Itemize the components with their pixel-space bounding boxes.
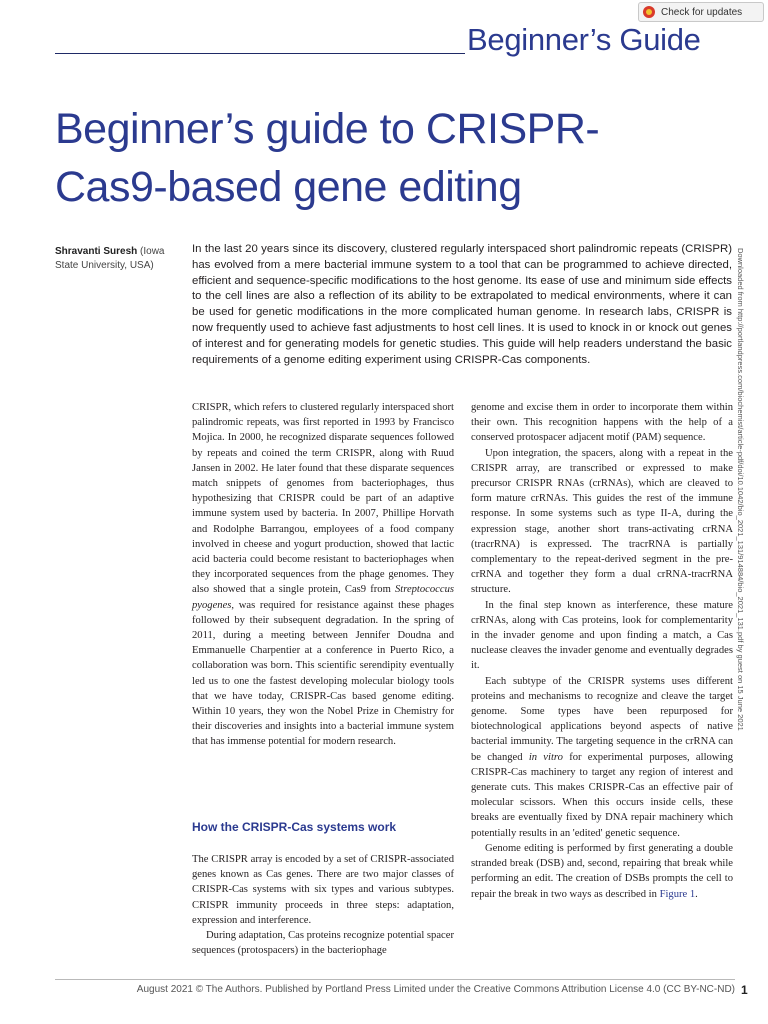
body-paragraph: [471, 674, 733, 841]
body-text: for experimental purposes, allowing CRISPR-Cas machinery to target any region of interest and generate cuts. This makes CRISPR-Cas an effective pair of molecular scissors. When this occurs inside cells, these breaks are eventually fixed by DNA repair machinery which potentially results in an 'edited' genetic sequence.: [471, 751, 733, 839]
body-text: , was required for resistance against these phages followed by their subsequent degradation. In the spring of 2011, during a meeting between Jennifer Doudna and Emmanuelle Charpentier at a conference in Puerto Rico, a collaboration was born. This scientific serendipity eventually led us to one the fastest developing molecular biology tools that we have today, CRISPR-Cas based genome editing. Within 10 years, they won the Nobel Prize in Chemistry for their discoveries and insights into a bacterial immune system that has immense potential for modern research.: [192, 599, 454, 748]
author-affiliation: (Iowa State University, USA): [55, 246, 165, 271]
header-rule: [55, 53, 465, 54]
body-text: .: [695, 888, 698, 900]
body-paragraph: In the final step known as interference, these mature crRNAs, along with Cas proteins, look for complementarity in the invader genome and upon finding a match, a Cas nuclease cleaves the invader genome and eventually degrades it.: [471, 599, 733, 672]
body-paragraph: The CRISPR array is encoded by a set of CRISPR-associated genes known as Cas genes. There are two major classes of CRISPR-Cas systems with six types and various subtypes. CRISPR immunity proceeds in three steps: adaptation, expression and interference.: [192, 854, 454, 926]
abstract: In the last 20 years since its discovery, clustered regularly interspaced short palindromic repeats (CRISPR) has evolved from a mere bacterial immune system to a tool that can be programmed to achieve directed, efficient and sequence-specific modifications to the host genome. Its ease of use and minimum side effects to the cell lines are also a reflection of its ability to be extrapolated to medical environments, where it can be used for genetic modifications in the more complicated human genome. In research labs, CRISPR is now frequently used to achieve fast adjustments to host cell lines. It is used to knock in or knock out genes of interest and for generating models for genetic studies. This guide will help readers understand the basic requirements of a genome editing experiment using CRISPR-Cas components.: [192, 243, 732, 366]
body-paragraph: During adaptation, Cas proteins recognize potential spacer sequences (protospacers) in the bacteriophage: [192, 930, 454, 957]
body-text: Genome editing is performed by first generating a double stranded break (DSB) and, second, repairing that break while performing an edit. The creation of DSBs prompts the cell to repair the break in two ways as described in: [471, 842, 733, 900]
check-for-updates-label: Check for updates: [661, 6, 743, 18]
license-footer: August 2021 © The Authors. Published by Portland Press Limited under the Creative Commons Attribution License 4.0 (CC BY-NC-ND): [136, 984, 735, 995]
crossmark-icon: [643, 6, 655, 18]
body-paragraph: genome and excise them in order to incorporate them within their own. This recognition happens with the help of a conserved protospacer adjacent motif (PAM) sequence.: [471, 402, 733, 444]
species-name: Streptococcus pyogenes: [192, 584, 454, 611]
body-paragraph: [192, 400, 454, 750]
body-column-2: [471, 400, 733, 902]
body-column-1-lower: [192, 852, 454, 958]
check-for-updates-badge[interactable]: [638, 2, 764, 22]
body-column-1: [192, 400, 454, 750]
author-name: Shravanti Suresh: [55, 246, 138, 257]
author-block: [55, 245, 180, 273]
series-title: Beginner’s Guide: [467, 22, 701, 57]
body-paragraph: [471, 841, 733, 902]
section-heading: How the CRISPR-Cas systems work: [192, 820, 397, 834]
download-notice: Downloaded from http://portlandpress.com/biochemist/article-pdf/doi/10.1042/bio_2021_131/914884/bio_2021_131.pdf by guest on 15 June 2021: [736, 248, 745, 731]
footer-rule: [55, 979, 735, 980]
figure-1-link[interactable]: Figure 1: [659, 888, 696, 900]
download-sidebar: [733, 248, 747, 768]
body-text: Each subtype of the CRISPR systems uses different proteins and mechanisms to recognize and cleave the target genome. Some types have been repurposed for biotechnological applications beyond aspects of native bacterial immunity. The targeting sequence in the crRNA can be changed: [471, 675, 733, 763]
page-number: 1: [741, 983, 748, 997]
body-paragraph: Upon integration, the spacers, along with a repeat in the CRISPR array, are transcribed or expressed to make precursor CRISPR RNAs (crRNAs), which are cleaved to form mature crRNAs. This guides the rest of the immune response. In some systems such as type II-A, during the expression stage, another short trans-activating crRNA (tracrRNA) is expressed. The tracrRNA is partially complementary to the repeat-derived segment in the pre-crRNA and together they form a dual crRNA-tracrRNA structure.: [471, 447, 733, 596]
italic-term: in vitro: [528, 751, 563, 763]
body-text: CRISPR, which refers to clustered regularly interspaced short palindromic repeats, was first reported in 1993 by Francisco Mojica. In 2000, he recognized disparate sequences followed by repeats and coined the term CRISPR, along with Ruud Jansen in 2002. He later found that these disparate sequences match snippets of genomes from bacteriophages, thus hypothesizing that CRISPR could be part of an adaptive immune system used by bacteria. In 2007, Phillipe Horvath and Rodolphe Barrangou, employees of a food company involved in cheese and yogurt production, showed that lactic acid bacteria could become resistant to bacteriophages when they incorporated sequences from the phage genomes. They also showed that a single protein, Cas9 from: [192, 402, 454, 596]
article-title: Beginner’s guide to CRISPR-Cas9-based gene editing: [55, 105, 600, 211]
